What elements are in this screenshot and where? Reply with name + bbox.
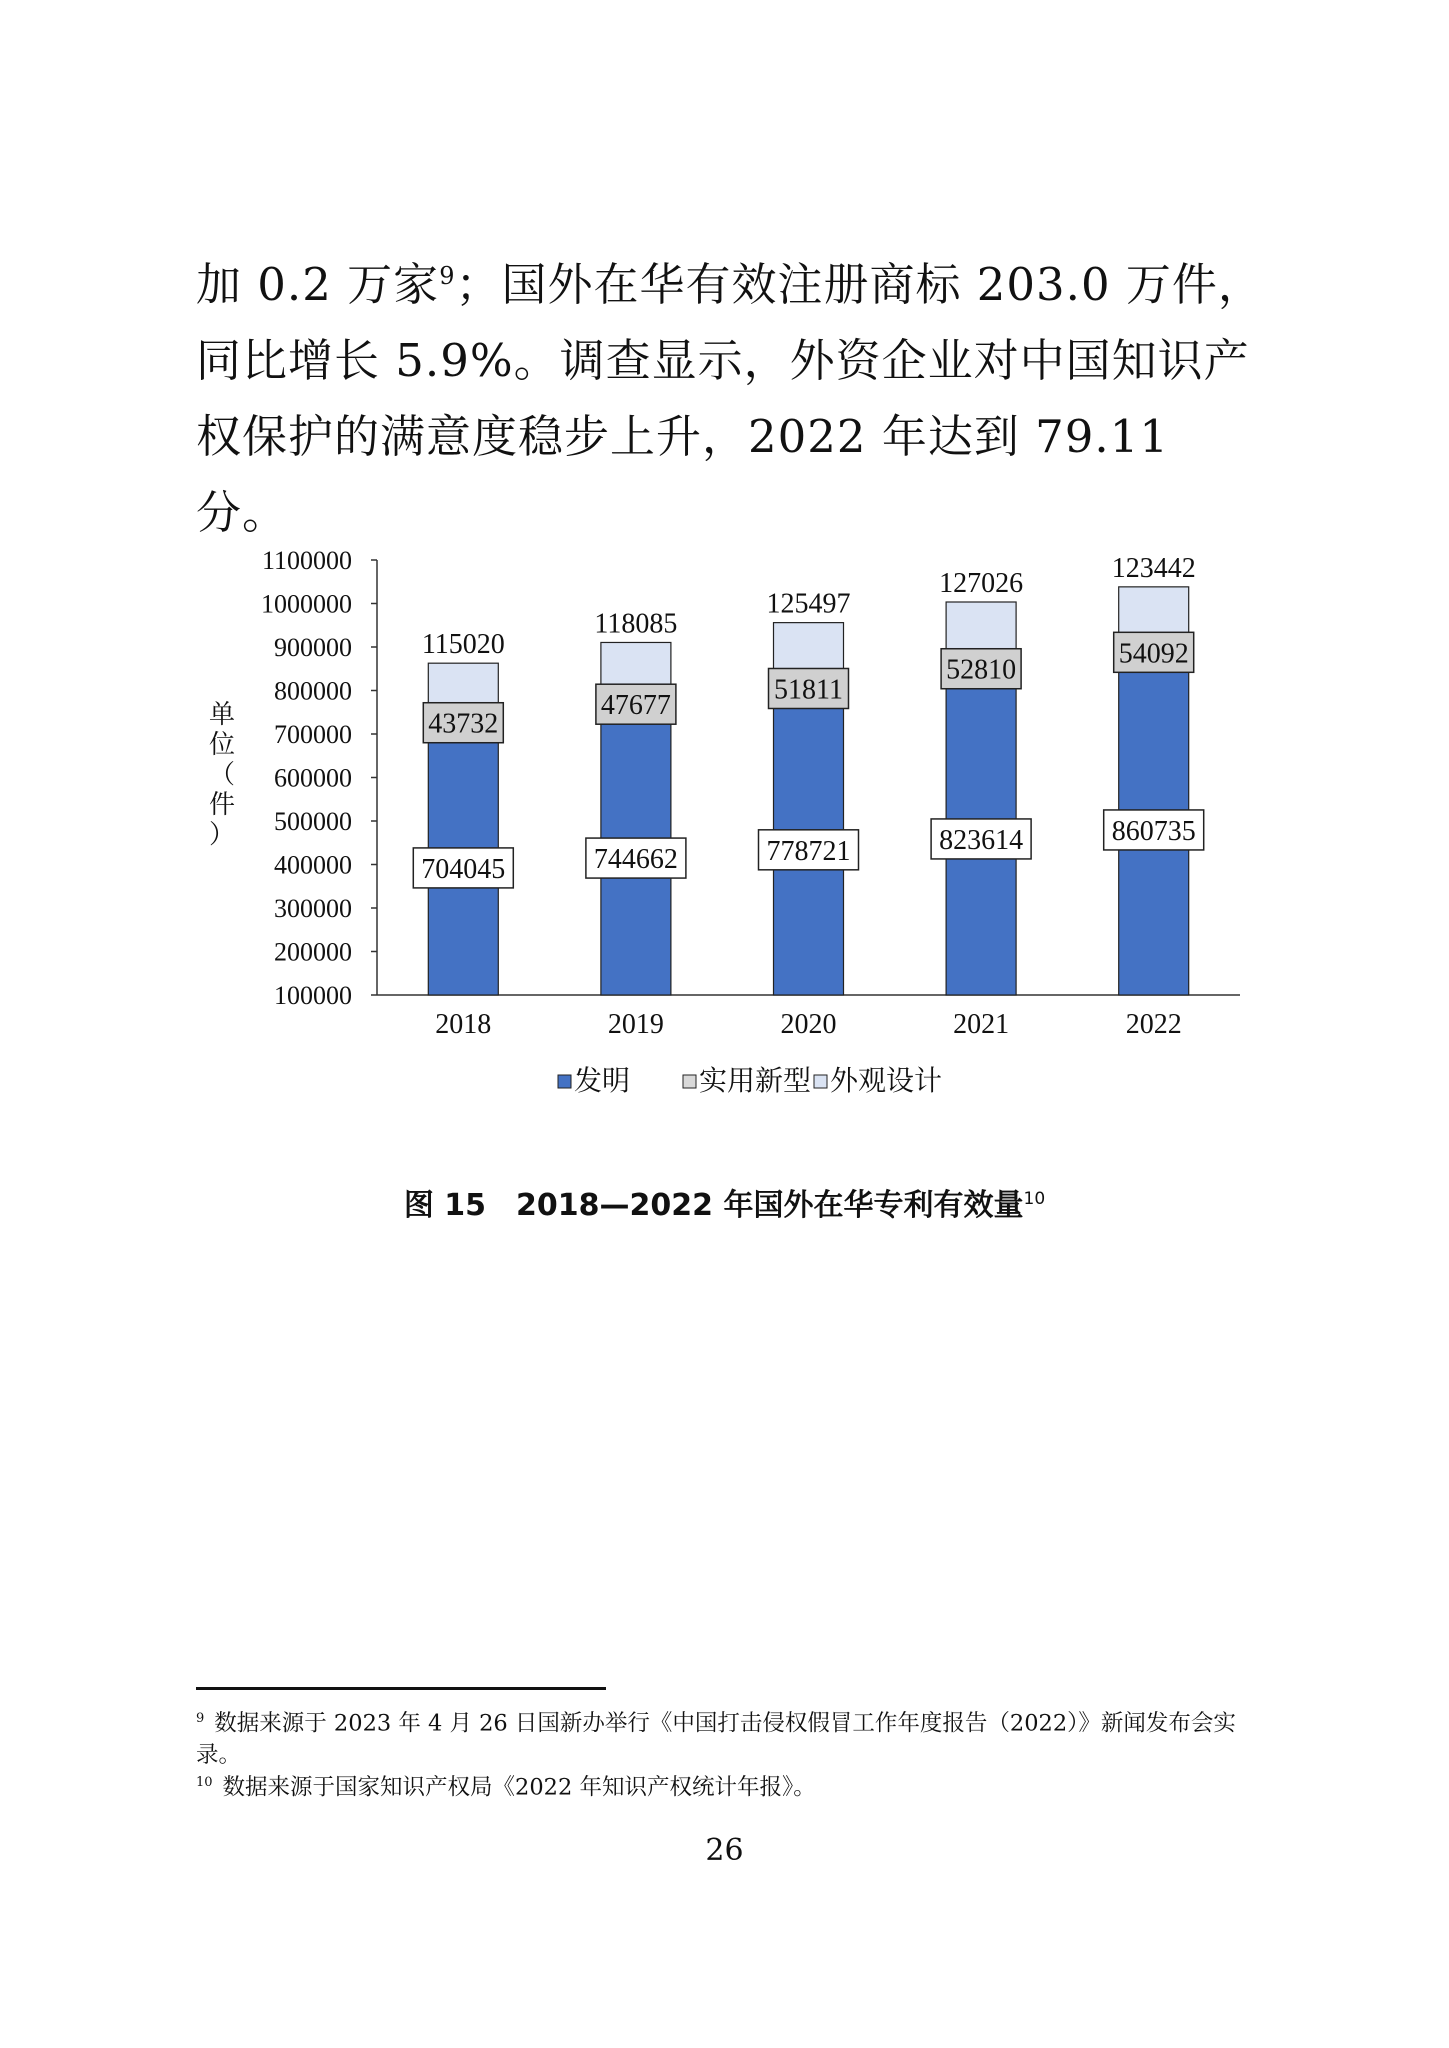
y-tick-label: 1100000 xyxy=(261,546,352,575)
data-label: 125497 xyxy=(766,588,851,620)
x-tick-label: 2022 xyxy=(1125,1009,1182,1040)
data-label: 123442 xyxy=(1111,552,1196,584)
data-label: 52810 xyxy=(946,654,1017,686)
figure-caption xyxy=(0,1180,1449,1224)
data-label: 127026 xyxy=(939,567,1024,599)
x-tick-label: 2019 xyxy=(607,1009,664,1040)
x-tick-label: 2021 xyxy=(953,1009,1010,1040)
y-tick-label: 500000 xyxy=(274,807,352,836)
x-tick-label: 2018 xyxy=(435,1009,492,1040)
y-axis-label: 单位（件） xyxy=(208,700,236,849)
data-label: 118085 xyxy=(594,608,678,640)
y-tick-label: 1000000 xyxy=(261,589,352,619)
paragraph-text-1: 加 0.2 万家 xyxy=(196,258,440,311)
data-label: 115020 xyxy=(421,629,505,661)
legend-swatch xyxy=(558,1075,571,1088)
footnote-9 xyxy=(196,1703,1276,1771)
legend-label: 外观设计 xyxy=(830,1066,943,1097)
data-label: 54092 xyxy=(1118,638,1189,670)
data-label: 860735 xyxy=(1111,815,1196,847)
footnote-ref-9[interactable]: 9 xyxy=(439,262,456,290)
legend-swatch xyxy=(683,1075,696,1088)
legend-swatch xyxy=(814,1075,827,1088)
caption-text: 图 15 2018—2022 年国外在华专利有效量 xyxy=(403,1188,1024,1223)
footnote-text: 数据来源于 2023 年 4 月 26 日国新办举行《中国打击侵权假冒工作年度报告（2022）》新闻发布会实录。 xyxy=(196,1710,1236,1768)
data-label: 47677 xyxy=(600,690,671,722)
footnote-10 xyxy=(196,1767,1276,1804)
y-tick-label: 200000 xyxy=(274,937,352,967)
y-tick-label: 800000 xyxy=(274,676,352,706)
data-label: 823614 xyxy=(939,824,1024,856)
footnote-text: 数据来源于国家知识产权局《2022 年知识产权统计年报》。 xyxy=(222,1774,816,1801)
legend-label: 发明 xyxy=(574,1066,631,1097)
y-tick-label: 100000 xyxy=(274,981,352,1010)
footnote-divider xyxy=(196,1687,606,1690)
footnote-ref-10[interactable]: 10 xyxy=(1023,1189,1046,1209)
legend-label: 实用新型 xyxy=(699,1066,812,1097)
page-number: 26 xyxy=(705,1833,744,1868)
paragraph-text-2: ；国外在华有效注册商标 203.0 万件，同比增长 5.9%。调查显示，外资企业对中国知识产权保护的满意度稳步上升，2022 年达到 79.11 分。 xyxy=(196,258,1264,539)
data-label: 43732 xyxy=(428,708,499,740)
data-label: 51811 xyxy=(774,674,843,706)
y-tick-label: 900000 xyxy=(274,633,352,662)
data-label: 778721 xyxy=(766,835,851,867)
data-label: 744662 xyxy=(593,844,678,876)
footnote-number: 10 xyxy=(196,1775,213,1790)
body-paragraph xyxy=(196,238,1276,551)
data-label: 704045 xyxy=(421,853,506,885)
y-tick-label: 700000 xyxy=(274,720,352,749)
y-tick-label: 400000 xyxy=(274,850,352,880)
patent-chart xyxy=(200,535,1260,1115)
y-tick-label: 600000 xyxy=(274,763,352,793)
footnote-number: 9 xyxy=(196,1711,205,1726)
x-tick-label: 2020 xyxy=(780,1009,837,1040)
y-tick-label: 300000 xyxy=(274,894,352,923)
